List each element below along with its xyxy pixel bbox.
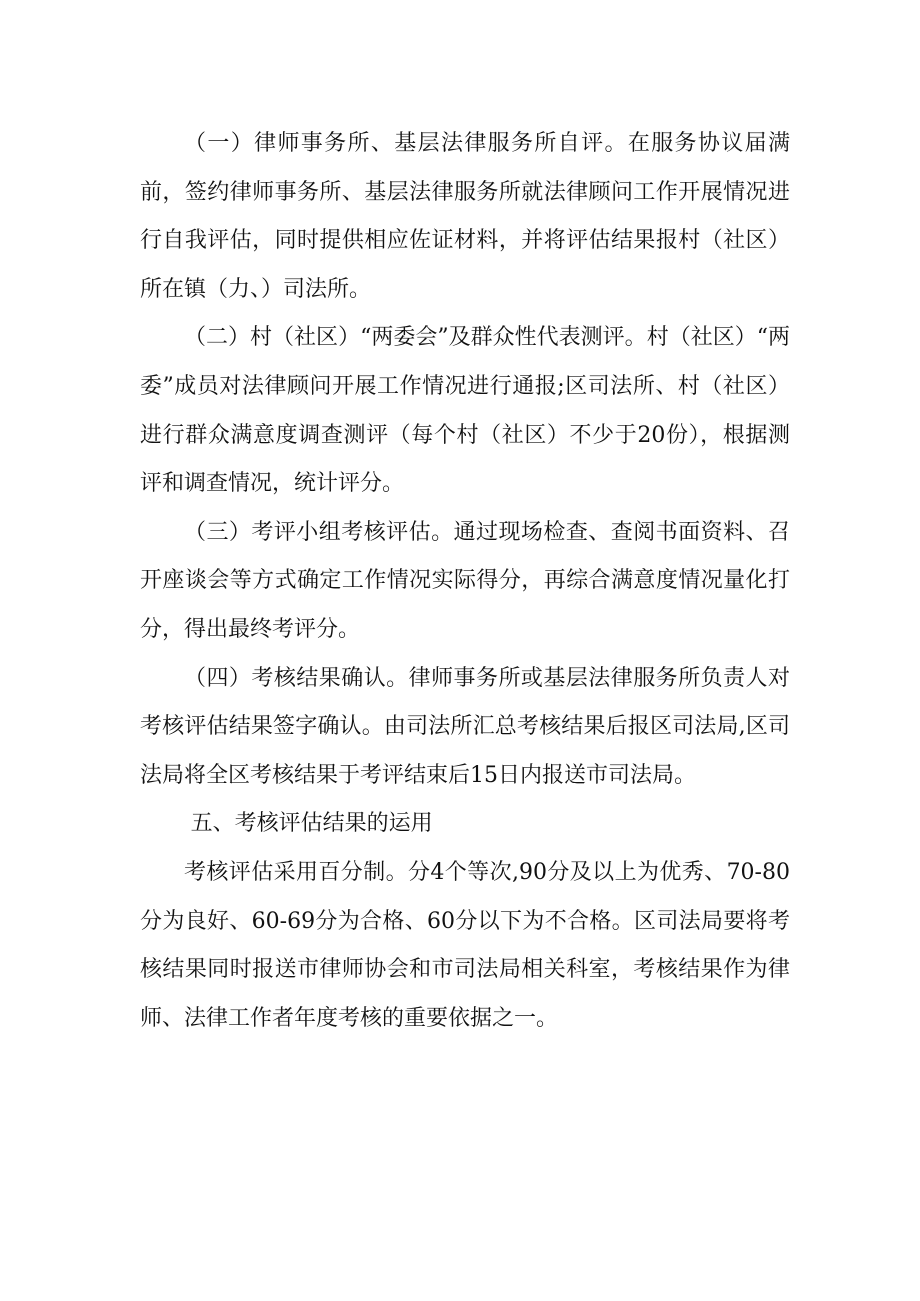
paragraph-committee-evaluation: （二）村（社区）“两委会”及群众性代表测评。村（社区）“两委”成员对法律顾问开展工作情况进行通报;区司法所、村（社区）进行群众满意度调查测评（每个村（社区）不少于20份），根据测评和调查情况，统计评分。 [140, 325, 790, 497]
paragraph-result-confirmation: （四）考核结果确认。律师事务所或基层法律服务所负责人对考核评估结果签字确认。由司法所汇总考核结果后报区司法局,区司法局将全区考核结果于考评结束后15日内报送市司法局。 [140, 665, 790, 788]
paragraph-panel-assessment: （三）考评小组考核评估。通过现场检查、查阅书面资料、召开座谈会等方式确定工作情况实际得分，再综合满意度情况量化打分，得出最终考评分。 [140, 519, 790, 642]
section-heading: 五、考核评估结果的运用 [190, 811, 433, 837]
paragraph-result-application: 考核评估采用百分制。分4个等次,90分及以上为优秀、70-80分为良好、60-69分为合格、60分以下为不合格。区司法局要将考核结果同时报送市律师协会和市司法局相关科室，考核结果作为律师、法律工作者年度考核的重要依据之一。 [140, 859, 790, 1031]
paragraph-self-evaluation: （一）律师事务所、基层法律服务所自评。在服务协议届满前，签约律师事务所、基层法律服务所就法律顾问工作开展情况进行自我评估，同时提供相应佐证材料，并将评估结果报村（社区）所在镇（力、）司法所。 [140, 131, 790, 302]
document-body [140, 120, 790, 1043]
